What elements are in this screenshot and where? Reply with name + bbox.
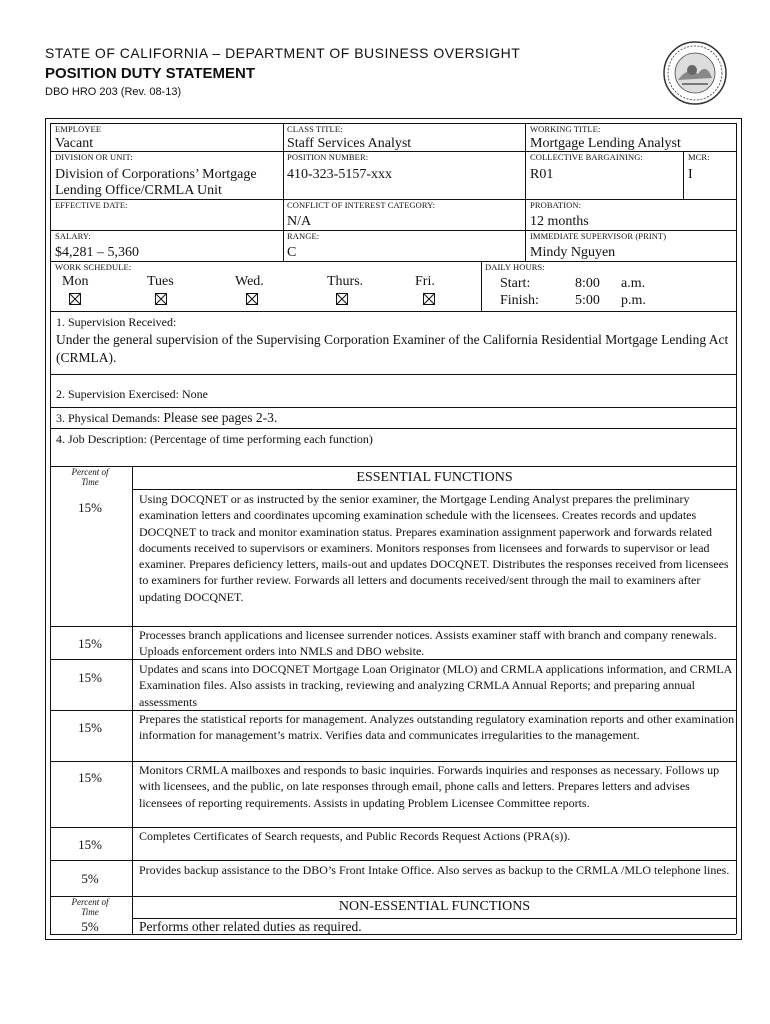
range-value: C xyxy=(287,245,297,260)
conflict-value: N/A xyxy=(287,214,312,229)
agency-title: STATE OF CALIFORNIA – DEPARTMENT OF BUSINESS OVERSIGHT xyxy=(45,45,521,61)
bargaining-value: R01 xyxy=(530,167,554,182)
percent-of-time-header: Percent of Time xyxy=(71,467,109,487)
state-seal-icon xyxy=(662,40,728,106)
start-label: Start: xyxy=(500,276,531,291)
mcr-label: MCR: xyxy=(688,152,710,162)
position-number-label: POSITION NUMBER: xyxy=(287,152,369,162)
essential-functions-heading: ESSENTIAL FUNCTIONS xyxy=(356,470,513,485)
form-id: DBO HRO 203 (Rev. 08-13) xyxy=(45,86,182,98)
essential-percent-3: 15% xyxy=(78,670,102,685)
start-ampm: a.m. xyxy=(621,276,646,291)
class-title-value: Staff Services Analyst xyxy=(287,136,412,151)
employee-label: EMPLOYEE xyxy=(55,124,102,134)
percent-of-time-header-nonessential: Percent of Time xyxy=(71,897,109,917)
essential-percent-5: 15% xyxy=(78,770,102,785)
division-label: DIVISION OR UNIT: xyxy=(55,152,133,162)
supervisor-value: Mindy Nguyen xyxy=(530,245,616,260)
nonessential-functions-heading: NON-ESSENTIAL FUNCTIONS xyxy=(338,899,531,914)
day-wed: Wed. xyxy=(235,274,264,289)
fri-checkbox[interactable] xyxy=(423,293,435,305)
range-label: RANGE: xyxy=(287,231,320,241)
salary-value: $4,281 – 5,360 xyxy=(55,245,139,260)
position-number-value: 410-323-5157-xxx xyxy=(287,167,392,182)
wed-checkbox[interactable] xyxy=(246,293,258,305)
essential-text-6: Completes Certificates of Search requests, and Public Records Request Actions (PRA(s)). xyxy=(139,829,571,843)
physical-demands-value: Please see pages 2-3. xyxy=(163,410,278,425)
conflict-label: CONFLICT OF INTEREST CATEGORY: xyxy=(287,200,436,210)
supervision-exercised: 2. Supervision Exercised: None xyxy=(56,387,208,401)
essential-text-2: Processes branch applications and licensee surrender notices. Assists examiner staff with branch and company renewals. Uploads enforcement orders into NMLS and DBO website. xyxy=(139,628,717,659)
essential-percent-6: 15% xyxy=(78,837,102,852)
daily-hours-label: DAILY HOURS: xyxy=(485,262,545,272)
finish-label: Finish: xyxy=(500,293,539,308)
essential-percent-1: 15% xyxy=(78,500,102,515)
mcr-value: I xyxy=(688,167,693,182)
mon-checkbox[interactable] xyxy=(69,293,81,305)
essential-text-5: Monitors CRMLA mailboxes and responds to basic inquiries. Forwards inquiries and responses as necessary. Follows up with licensees, and the public, on late responses through email, phone calls and letters. Prepares letters and advises licensees of reporting requirements. Assists in updating Problem Licensee Committee reports. xyxy=(139,763,720,810)
supervisor-label: IMMEDIATE SUPERVISOR (PRINT) xyxy=(530,231,667,241)
day-mon: Mon xyxy=(62,274,89,289)
working-title-value: Mortgage Lending Analyst xyxy=(530,136,681,151)
essential-text-3: Updates and scans into DOCQNET Mortgage Loan Originator (MLO) and CRMLA applications information, and CRMLA Examination files. Also assists in tracking, reviewing and analyzing CRMLA Annual Reports; and preparing annual assessments xyxy=(139,662,732,709)
day-thurs: Thurs. xyxy=(327,274,364,289)
start-time: 8:00 xyxy=(575,276,600,291)
essential-text-7: Provides backup assistance to the DBO’s Front Intake Office. Also serves as backup to the CRMLA /MLO telephone lines. xyxy=(139,863,730,877)
nonessential-text-1: Performs other related duties as required. xyxy=(139,919,362,934)
tues-checkbox[interactable] xyxy=(155,293,167,305)
essential-text-1: Using DOCQNET or as instructed by the senior examiner, the Mortgage Lending Analyst prepares the preliminary examination letters and coordinates upcoming examination schedule with the licensees. Creates records and updates DOCQNET to track and monitor examination status. Prepares examination assignment paperwork and forwards related documents received to supervisors or examiners. Monitors responses from licensees and forwards to supervisor or lead examiner. Prepares deficiency letters, mails-out and updates DOCQNET. Distributes the responses received from licensees to examiners for further review. Forwards all letters and documents received/sent through the mail to examiners after updating DOCQNET. xyxy=(139,492,729,604)
bargaining-label: COLLECTIVE BARGAINING: xyxy=(530,152,643,162)
salary-label: SALARY: xyxy=(55,231,91,241)
probation-value: 12 months xyxy=(530,214,589,229)
physical-demands xyxy=(56,410,277,426)
supervision-received-heading: 1. Supervision Received: xyxy=(56,315,177,329)
effective-date-label: EFFECTIVE DATE: xyxy=(55,200,128,210)
document-title: POSITION DUTY STATEMENT xyxy=(45,65,256,82)
nonessential-percent-1: 5% xyxy=(81,919,99,934)
job-description-heading: 4. Job Description: (Percentage of time performing each function) xyxy=(56,432,373,446)
essential-text-4: Prepares the statistical reports for management. Analyzes outstanding regulatory examination reports and other examination information for management’s matrix. Verifies data and communicates irregularities to the management. xyxy=(139,712,735,743)
essential-percent-2: 15% xyxy=(78,636,102,651)
division-value-line2: Lending Office/CRMLA Unit xyxy=(55,183,222,198)
finish-ampm: p.m. xyxy=(621,293,646,308)
division-value-line1: Division of Corporations’ Mortgage xyxy=(55,167,257,182)
essential-percent-4: 15% xyxy=(78,720,102,735)
essential-percent-7: 5% xyxy=(81,871,99,886)
probation-label: PROBATION: xyxy=(530,200,582,210)
day-tues: Tues xyxy=(147,274,174,289)
supervision-received-text: Under the general supervision of the Supervising Corporation Examiner of the California Residential Mortgage Lending Act (CRMLA). xyxy=(56,332,729,365)
work-schedule-label: WORK SCHEDULE: xyxy=(55,262,132,272)
employee-value: Vacant xyxy=(55,136,94,151)
finish-time: 5:00 xyxy=(575,293,600,308)
class-title-label: CLASS TITLE: xyxy=(287,124,343,134)
thurs-checkbox[interactable] xyxy=(336,293,348,305)
day-fri: Fri. xyxy=(415,274,435,289)
physical-demands-label: 3. Physical Demands: xyxy=(56,411,161,425)
working-title-label: WORKING TITLE: xyxy=(530,124,601,134)
